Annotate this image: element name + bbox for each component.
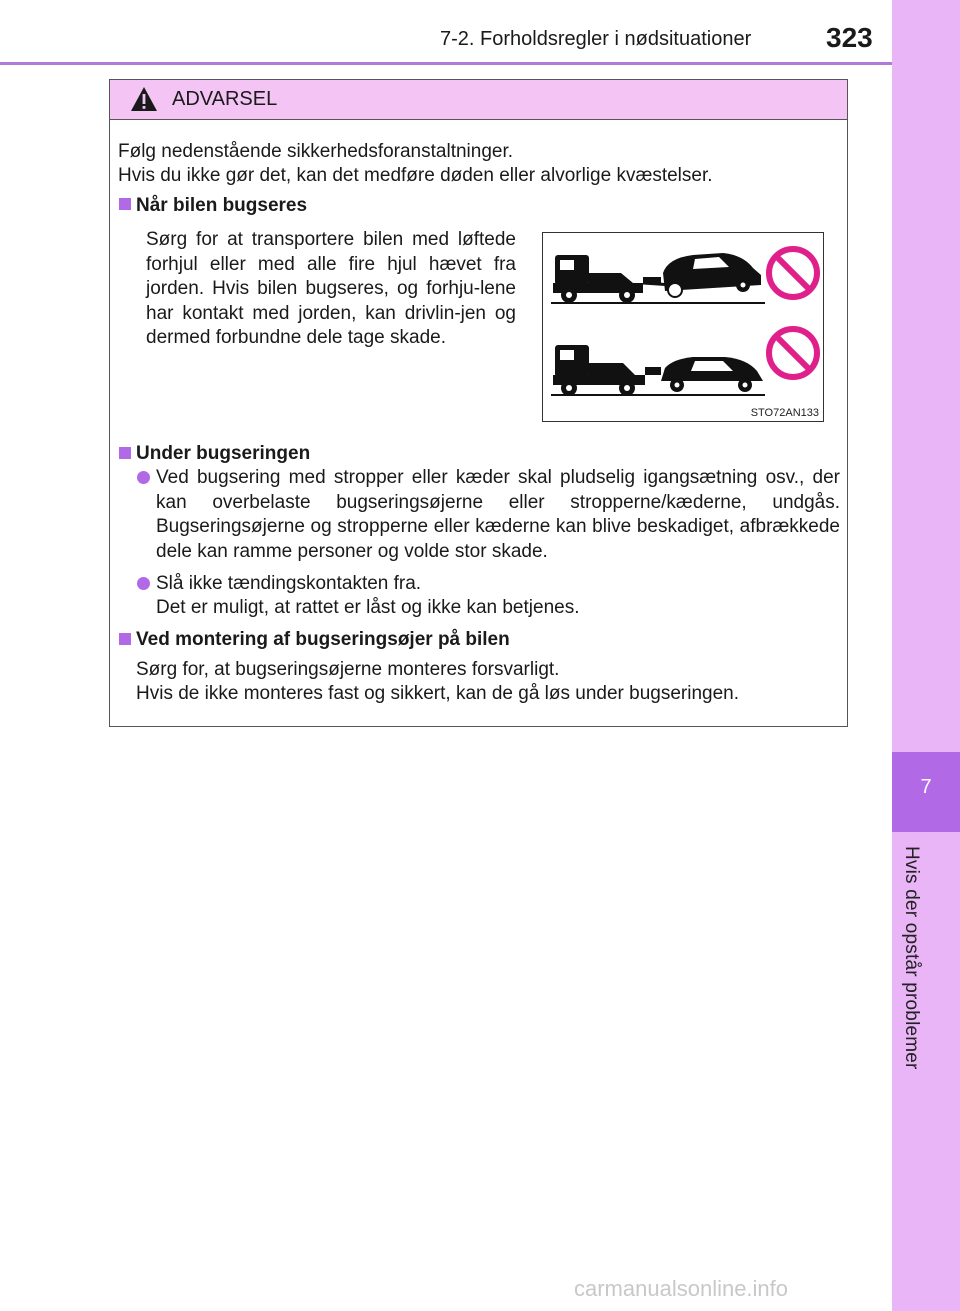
tow-truck-bottom-icon — [553, 345, 661, 396]
towed-car-top-icon — [663, 253, 761, 297]
section1-text: Sørg for at transportere bilen med løftede forhjul eller med alle fire hjul hævet fra jorden. Hvis bilen bugseres, og forhju-lene har kontakt med jorden, kan drivlin-jen og dermed forbundne dele tage skade. — [146, 229, 516, 348]
warning-intro-line1: Følg nedenstående sikkerhedsforanstaltninger. — [118, 141, 514, 162]
round-bullet — [137, 577, 150, 590]
page-number: 323 — [826, 22, 873, 53]
chapter-number: 7 — [920, 776, 932, 798]
section2-bullet2-line2: Det er muligt, at rattet er låst og ikke kan betjenes. — [156, 597, 580, 618]
header-section-title: 7-2. Forholdsregler i nødsituationer — [440, 28, 752, 50]
prohibition-sign-top-icon — [769, 249, 817, 297]
prohibition-sign-bottom-icon — [769, 329, 817, 377]
illustration-code: STO72AN133 — [750, 407, 819, 419]
section3-heading: Ved montering af bugseringsøjer på bilen — [136, 629, 510, 650]
section1-heading: Når bilen bugseres — [136, 195, 308, 216]
section-bullet-square — [119, 198, 131, 210]
section-bullet-square — [119, 447, 131, 459]
chapter-side-tab — [892, 0, 960, 1311]
section2-heading: Under bugseringen — [136, 443, 311, 464]
towed-car-bottom-icon — [661, 357, 763, 392]
watermark: carmanualsonline.info — [574, 1276, 789, 1301]
section2-bullet2-line1: Slå ikke tændingskontakten fra. — [156, 573, 422, 594]
towing-illustration — [542, 232, 824, 422]
section3-line2: Hvis de ikke monteres fast og sikkert, kan de gå løs under bugseringen. — [136, 683, 740, 704]
warning-title: ADVARSEL — [172, 88, 278, 110]
round-bullet — [137, 471, 150, 484]
tow-truck-top-icon — [553, 255, 673, 303]
warning-intro-line2: Hvis du ikke gør det, kan det medføre døden eller alvorlige kvæstelser. — [118, 165, 713, 186]
section3-line1: Sørg for, at bugseringsøjerne monteres forsvarligt. — [136, 659, 560, 680]
warning-header — [110, 80, 847, 120]
chapter-title: Hvis der opstår problemer — [901, 846, 922, 1070]
tow-truck-illustration-svg — [543, 233, 822, 420]
header-divider — [0, 62, 892, 65]
warning-triangle-icon — [130, 86, 158, 112]
section2-bullet1: Ved bugsering med stropper eller kæder skal pludselig igangsætning osv., der kan overbelaste bugseringsøjerne eller stropperne/kæderne, undgås. Bugseringsøjerne og stropperne eller kæderne kan blive beskadiget, afbrækkede dele kan ramme personer og volde stor skade. — [156, 467, 840, 562]
section-bullet-square — [119, 633, 131, 645]
